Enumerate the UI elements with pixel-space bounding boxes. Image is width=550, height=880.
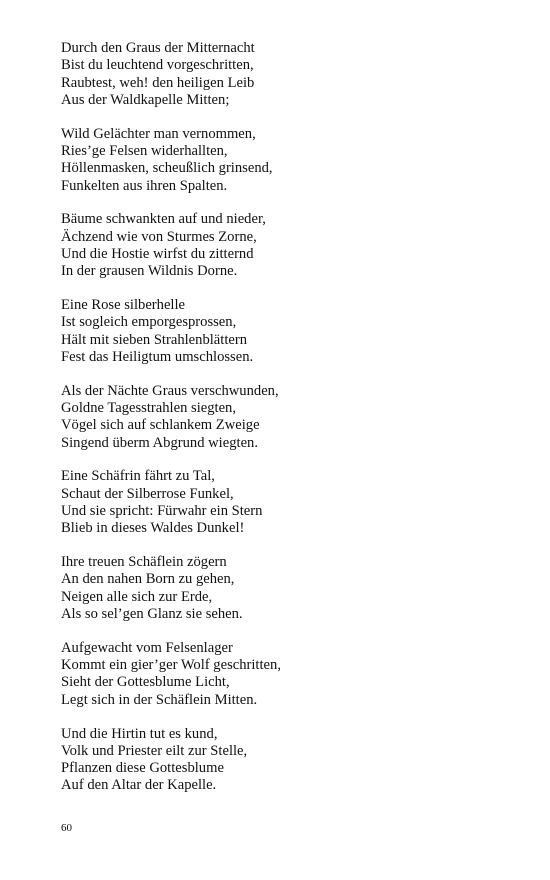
poem-line: Ist sogleich emporgesprossen, <box>61 314 237 331</box>
poem-line: Legt sich in der Schäflein Mitten. <box>61 691 258 708</box>
poem-line: Singend überm Abgrund wiegten. <box>61 434 258 451</box>
stanza <box>61 726 521 795</box>
poem-line: Und die Hirtin tut es kund, <box>61 725 218 742</box>
poem-line: Als so sel’gen Glanz sie sehen. <box>61 606 243 623</box>
poem-line: Durch den Graus der Mitternacht <box>61 40 255 56</box>
poem-line: Volk und Priester eilt zur Stelle, <box>61 742 248 759</box>
poem-line: Hält mit sieben Strahlenblättern <box>61 331 248 348</box>
stanza <box>61 126 521 195</box>
poem-line: Neigen alle sich zur Erde, <box>61 588 213 605</box>
poem-line: Aus der Waldkapelle Mitten; <box>61 91 230 108</box>
poem-line: Aufgewacht vom Felsenlager <box>61 639 233 656</box>
poem-line: Ächzend wie von Sturmes Zorne, <box>61 228 257 245</box>
poem-line: Eine Schäfrin fährt zu Tal, <box>61 468 215 485</box>
poem-line: Auf den Altar der Kapelle. <box>61 777 217 794</box>
poem-line: Bist du leuchtend vorgeschritten, <box>61 57 254 74</box>
poem-line: Und die Hostie wirfst du zitternd <box>61 245 254 262</box>
poem-line: An den nahen Born zu gehen, <box>61 571 235 588</box>
stanza <box>61 211 521 280</box>
stanza <box>61 383 521 452</box>
poem-line: Pflanzen diese Gottesblume <box>61 760 224 777</box>
poem-body <box>61 40 521 811</box>
stanza <box>61 40 521 109</box>
page-number: 60 <box>61 822 72 834</box>
stanza <box>61 297 521 366</box>
poem-line: Kommt ein gier’ger Wolf geschritten, <box>61 657 281 674</box>
poem-line: Fest das Heiligtum umschlossen. <box>61 348 254 365</box>
poem-line: Bäume schwankten auf und nieder, <box>61 211 266 228</box>
poem-line: Goldne Tagesstrahlen siegten, <box>61 400 237 417</box>
poem-line: Raubtest, weh! den heiligen Leib <box>61 74 255 91</box>
poem-line: Blieb in dieses Waldes Dunkel! <box>61 520 245 537</box>
poem-line: Als der Nächte Graus verschwunden, <box>61 382 279 399</box>
poem-line: Ries’ge Felsen widerhallten, <box>61 142 228 159</box>
stanza <box>61 640 521 709</box>
poem-line: Vögel sich auf schlankem Zweige <box>61 417 260 434</box>
stanza <box>61 554 521 623</box>
poem-line: Schaut der Silberrose Funkel, <box>61 485 234 502</box>
poem-line: Ihre treuen Schäflein zögern <box>61 554 227 571</box>
poem-line: Eine Rose silberhelle <box>61 297 186 314</box>
stanza <box>61 468 521 537</box>
poem-line: Sieht der Gottesblume Licht, <box>61 674 230 691</box>
poem-line: Wild Gelächter man vernommen, <box>61 125 256 142</box>
poem-line: Und sie spricht: Fürwahr ein Stern <box>61 503 263 520</box>
poem-line: Höllenmasken, scheußlich grinsend, <box>61 160 273 177</box>
poem-line: In der grausen Wildnis Dorne. <box>61 263 238 280</box>
poem-line: Funkelten aus ihren Spalten. <box>61 177 228 194</box>
